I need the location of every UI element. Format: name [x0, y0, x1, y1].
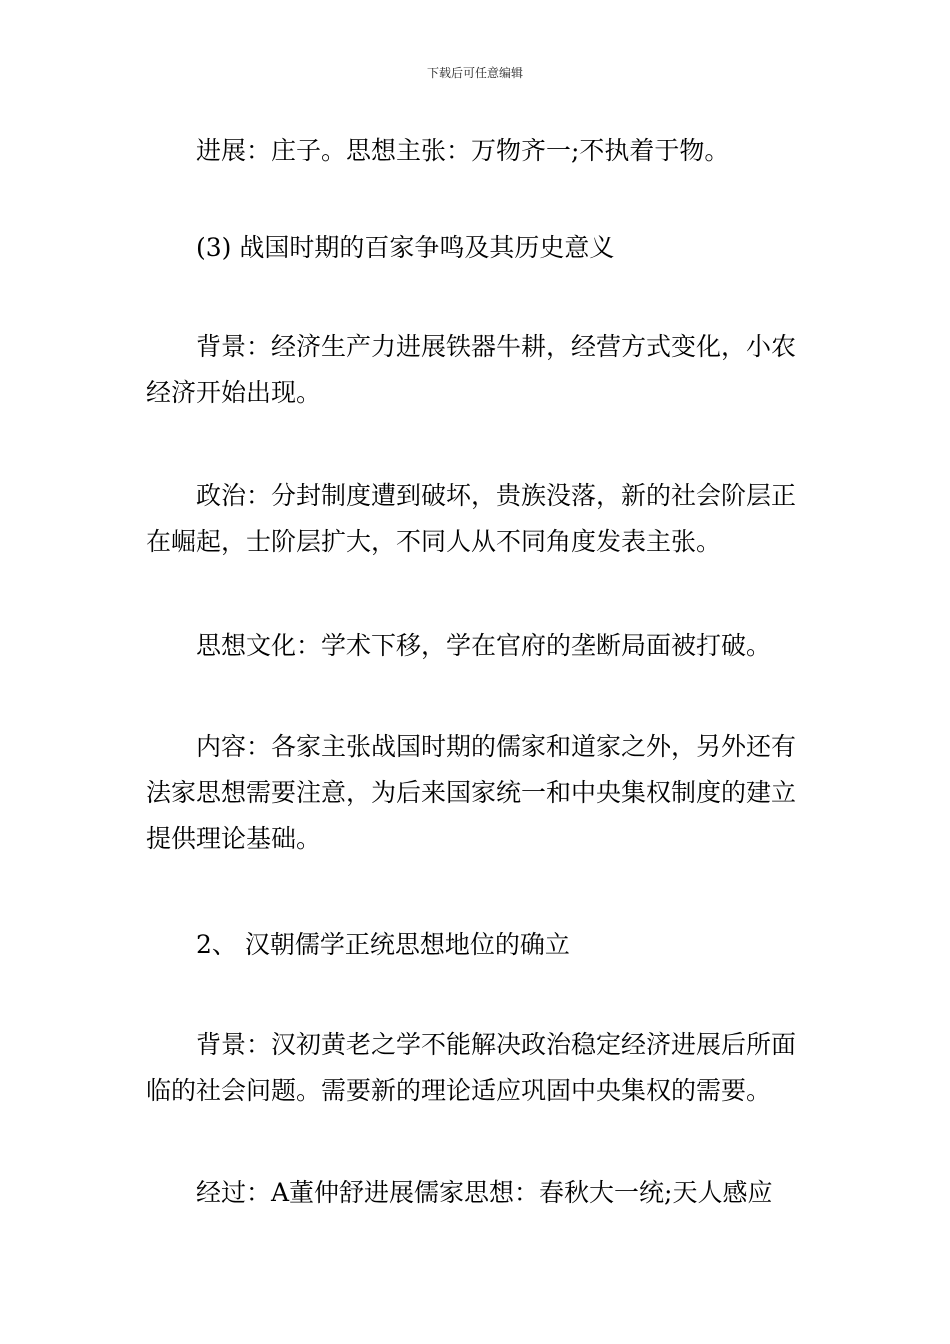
paragraph-background-economy: 背景：经济生产力进展铁器牛耕，经营方式变化，小农经济开始出现。: [146, 332, 797, 407]
paragraph-politics: 政治：分封制度遭到破坏，贵族没落，新的社会阶层正在崛起，士阶层扩大，不同人从不同角度发表主张。: [146, 481, 797, 556]
paragraph-process: 经过：A董仲舒进展儒家思想：春秋大一统;天人感应: [196, 1178, 773, 1207]
paragraph-han-background: 背景：汉初黄老之学不能解决政治稳定经济进展后所面临的社会问题。需要新的理论适应巩固中央集权的需要。: [146, 1030, 797, 1105]
paragraph-zhuangzi: 进展：庄子。思想主张：万物齐一;不执着于物。: [196, 136, 730, 165]
section-heading-han-confucianism: 2、 汉朝儒学正统思想地位的确立: [196, 930, 570, 959]
paragraph-thought-culture: 思想文化：学术下移，学在官府的垄断局面被打破。: [196, 631, 772, 660]
paragraph-content: 内容：各家主张战国时期的儒家和道家之外，另外还有法家思想需要注意，为后来国家统一和中央集权制度的建立提供理论基础。: [146, 732, 797, 853]
section-heading-warring-states: (3) 战国时期的百家争鸣及其历史意义: [196, 233, 615, 262]
page-header: 下载后可任意编辑: [426, 66, 523, 80]
